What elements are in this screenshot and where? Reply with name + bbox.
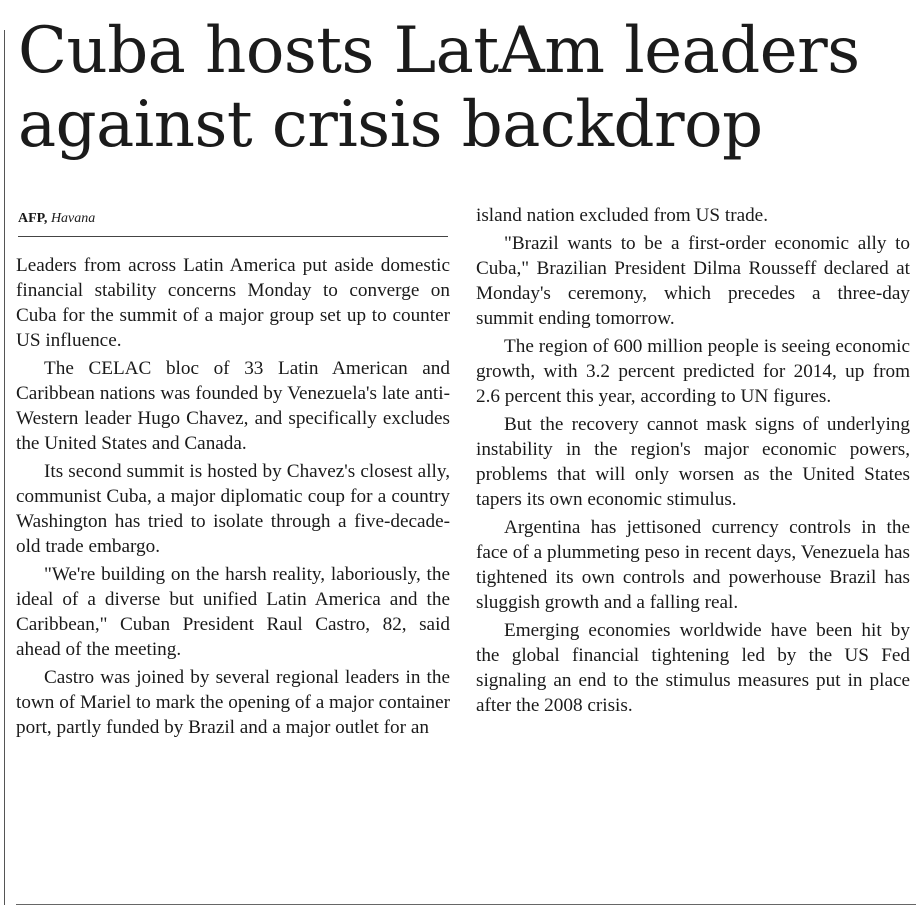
byline xyxy=(18,211,95,227)
headline-line-1: Cuba hosts LatAm leaders xyxy=(18,14,860,88)
bottom-rule xyxy=(16,904,916,905)
paragraph: Its second summit is hosted by Chavez's closest ally, communist Cuba, a major diplomatic coup for a country Washington has tried to isolate through a five-decade-old trade embargo. xyxy=(16,461,450,557)
article-column-right xyxy=(476,203,910,721)
paragraph: Emerging economies worldwide have been hit by the global financial tightening led by the US Fed signaling an end to the stimulus measures put in place after the 2008 crisis. xyxy=(476,620,910,716)
paragraph: Argentina has jettisoned currency controls in the face of a plummeting peso in recent days, Venezuela has tightened its own controls and powerhouse Brazil has sluggish growth and a falling real. xyxy=(476,517,910,613)
headline xyxy=(18,14,918,162)
paragraph-continued: island nation excluded from US trade. xyxy=(476,205,769,226)
byline-divider xyxy=(18,236,448,237)
paragraph: The CELAC bloc of 33 Latin American and Caribbean nations was founded by Venezuela's late anti-Western leader Hugo Chavez, and specifically excludes the United States and Canada. xyxy=(16,358,450,454)
byline-place: Havana xyxy=(50,211,96,226)
paragraph: Castro was joined by several regional leaders in the town of Mariel to mark the opening of a major container port, partly funded by Brazil and a major outlet for an xyxy=(16,667,450,738)
left-column-rule xyxy=(4,30,5,905)
byline-agency: AFP, xyxy=(18,211,48,226)
headline-line-2: against crisis backdrop xyxy=(18,88,763,162)
article-column-left xyxy=(16,253,450,743)
paragraph: Leaders from across Latin America put aside domestic financial stability concerns Monday to converge on Cuba for the summit of a major group set up to counter US influence. xyxy=(16,255,450,351)
paragraph: But the recovery cannot mask signs of underlying instability in the region's major economic powers, problems that will only worsen as the United States tapers its own economic stimulus. xyxy=(476,414,910,510)
paragraph: The region of 600 million people is seeing economic growth, with 3.2 percent predicted for 2014, up from 2.6 percent this year, according to UN figures. xyxy=(476,336,910,407)
paragraph: "We're building on the harsh reality, laboriously, the ideal of a diverse but unified Latin America and the Caribbean," Cuban President Raul Castro, 82, said ahead of the meeting. xyxy=(16,564,450,660)
paragraph: "Brazil wants to be a first-order economic ally to Cuba," Brazilian President Dilma Rousseff declared at Monday's ceremony, which precedes a three-day summit ending tomorrow. xyxy=(476,233,910,329)
